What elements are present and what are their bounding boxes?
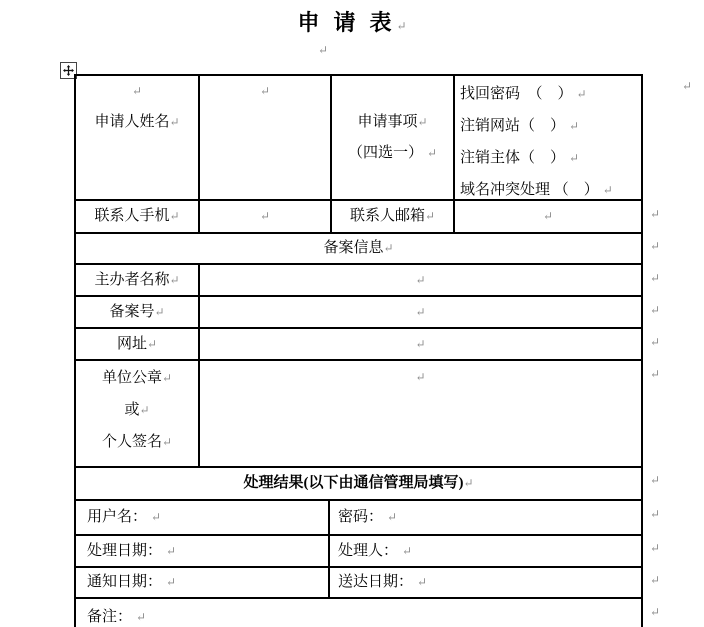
notify-date-label: 通知日期：: [87, 574, 163, 590]
website-label-cell: [76, 329, 200, 359]
end-of-row-mark: ↵: [650, 507, 661, 521]
filing-number-label-cell: [76, 297, 200, 327]
organizer-name-input-cell[interactable]: [200, 265, 641, 295]
paragraph-mark-icon: ↵: [415, 337, 426, 351]
paragraph-mark-icon: ↵: [166, 575, 177, 589]
paragraph-mark-icon: ↵: [542, 209, 554, 223]
contact-mobile-input-cell[interactable]: [200, 201, 332, 232]
seal-label-line3: 个人签名: [101, 434, 162, 450]
table-row: [76, 568, 641, 599]
page-title: [0, 6, 704, 37]
table-row: [76, 329, 641, 361]
contact-email-label: 联系人邮箱: [349, 208, 425, 224]
application-matter-label: 申请事项: [357, 113, 418, 130]
table-row: [76, 599, 641, 627]
paragraph-mark-icon: ↵: [161, 435, 173, 449]
option-domain-conflict[interactable]: 域名冲突处理 （ ）: [460, 182, 599, 198]
paragraph-mark-icon: ↵: [602, 183, 613, 197]
table-row: [76, 265, 641, 297]
applicant-name-input-cell[interactable]: [200, 76, 332, 199]
username-field-cell[interactable]: [76, 501, 330, 534]
paragraph-mark-icon: ↵: [569, 119, 580, 133]
username-label: 用户名：: [87, 509, 148, 525]
seal-label-line2: 或: [124, 402, 140, 418]
paragraph-mark-icon: ↵: [169, 209, 180, 223]
processor-label: 处理人：: [338, 543, 399, 559]
paragraph-mark-icon: ↵: [402, 544, 413, 558]
end-of-row-mark: ↵: [650, 573, 661, 587]
website-input-cell[interactable]: [200, 329, 641, 359]
contact-email-input-cell[interactable]: [455, 201, 641, 232]
paragraph-mark-icon: ↵: [415, 273, 426, 287]
end-of-row-mark: ↵: [650, 271, 661, 285]
notify-date-field-cell[interactable]: [76, 568, 330, 597]
table-row: [76, 361, 641, 468]
paragraph-mark-icon: ↵: [417, 114, 428, 129]
website-label: 网址: [116, 336, 147, 352]
paragraph-mark-icon: ↵: [139, 403, 150, 417]
password-field-cell[interactable]: [330, 501, 641, 534]
paragraph-mark-icon: ↵: [463, 476, 474, 490]
filing-info-header: 备案信息: [323, 240, 384, 256]
end-of-row-mark: ↵: [650, 367, 661, 381]
table-row: [76, 76, 641, 201]
contact-email-label-cell: [332, 201, 455, 232]
paragraph-mark-icon: ↵: [417, 575, 428, 589]
paragraph-mark-icon: ↵: [169, 115, 180, 129]
paragraph-mark-icon: ↵: [154, 305, 165, 319]
paragraph-mark-icon: ↵: [136, 610, 147, 624]
move-cross-icon: [63, 65, 74, 76]
processing-result-header: 处理结果(以下由通信管理局填写): [243, 475, 464, 491]
end-of-row-mark: ↵: [650, 207, 661, 221]
process-date-label: 处理日期：: [87, 543, 163, 559]
remarks-label: 备注：: [87, 609, 133, 625]
remarks-field-cell[interactable]: [76, 599, 641, 627]
paragraph-mark-icon: ↵: [151, 510, 162, 524]
delivery-date-label: 送达日期：: [338, 574, 414, 590]
table-row: [76, 468, 641, 501]
filing-number-input-cell[interactable]: [200, 297, 641, 327]
table-row: [76, 297, 641, 329]
paragraph-mark-icon: ↵: [426, 145, 438, 160]
page-title-text: 申 请 表: [297, 10, 393, 35]
end-of-row-mark: ↵: [650, 473, 661, 487]
paragraph-mark-icon: ↵: [396, 19, 407, 33]
end-of-row-mark: ↵: [650, 303, 661, 317]
paragraph-mark-icon: ↵: [259, 209, 271, 223]
paragraph-mark-icon: ↵: [576, 87, 587, 101]
table-row: [76, 201, 641, 234]
end-of-row-mark: ↵: [682, 79, 693, 93]
paragraph-mark-icon: ↵: [146, 337, 158, 351]
paragraph-mark-icon: ↵: [161, 371, 173, 385]
delivery-date-field-cell[interactable]: [330, 568, 641, 597]
organizer-name-label: 主办者名称: [94, 272, 170, 288]
seal-label-line1: 单位公章: [101, 370, 162, 386]
table-row: [76, 234, 641, 265]
organizer-name-label-cell: [76, 265, 200, 295]
seal-or-signature-label-cell: [76, 361, 200, 466]
filing-number-label: 备案号: [109, 304, 155, 320]
paragraph-mark-icon: ↵: [383, 241, 394, 255]
option-cancel-subject[interactable]: 注销主体（ ）: [460, 150, 566, 166]
end-of-row-mark: ↵: [650, 541, 661, 555]
paragraph-mark-icon: ↵: [415, 305, 426, 319]
table-row: [76, 536, 641, 568]
application-matter-label-cell: [332, 76, 455, 199]
processing-result-header-cell: [76, 468, 641, 499]
option-retrieve-password[interactable]: 找回密码 （ ）: [460, 86, 573, 102]
seal-or-signature-input-cell[interactable]: [200, 361, 641, 466]
paragraph-mark-icon: ↵: [131, 84, 143, 98]
applicant-name-label: 申请人姓名: [94, 114, 170, 130]
filing-info-header-cell: [76, 234, 641, 263]
paragraph-mark-icon: ↵: [387, 510, 398, 524]
paragraph-mark-icon: ↵: [166, 544, 177, 558]
paragraph-mark-icon: ↵: [424, 209, 436, 223]
end-of-row-mark: ↵: [650, 605, 661, 619]
end-of-row-mark: ↵: [650, 335, 661, 349]
table-row: [76, 501, 641, 536]
password-label: 密码：: [338, 509, 384, 525]
paragraph-mark-icon: ↵: [415, 370, 426, 384]
contact-mobile-label: 联系人手机: [94, 208, 170, 224]
application-options-cell[interactable]: [455, 76, 641, 199]
paragraph-mark-icon: ↵: [259, 84, 271, 98]
paragraph-mark-icon: ↵: [169, 273, 180, 287]
application-matter-sublabel: （四选一）: [347, 144, 423, 161]
paragraph-mark-icon: ↵: [569, 151, 580, 165]
process-date-field-cell[interactable]: [76, 536, 330, 566]
option-cancel-website[interactable]: 注销网站（ ）: [460, 118, 566, 134]
application-form-table: [74, 74, 643, 627]
paragraph-mark-icon: ↵: [318, 43, 329, 57]
contact-mobile-label-cell: [76, 201, 200, 232]
end-of-row-mark: ↵: [650, 239, 661, 253]
processor-field-cell[interactable]: [330, 536, 641, 566]
applicant-name-label-cell: [76, 76, 200, 199]
